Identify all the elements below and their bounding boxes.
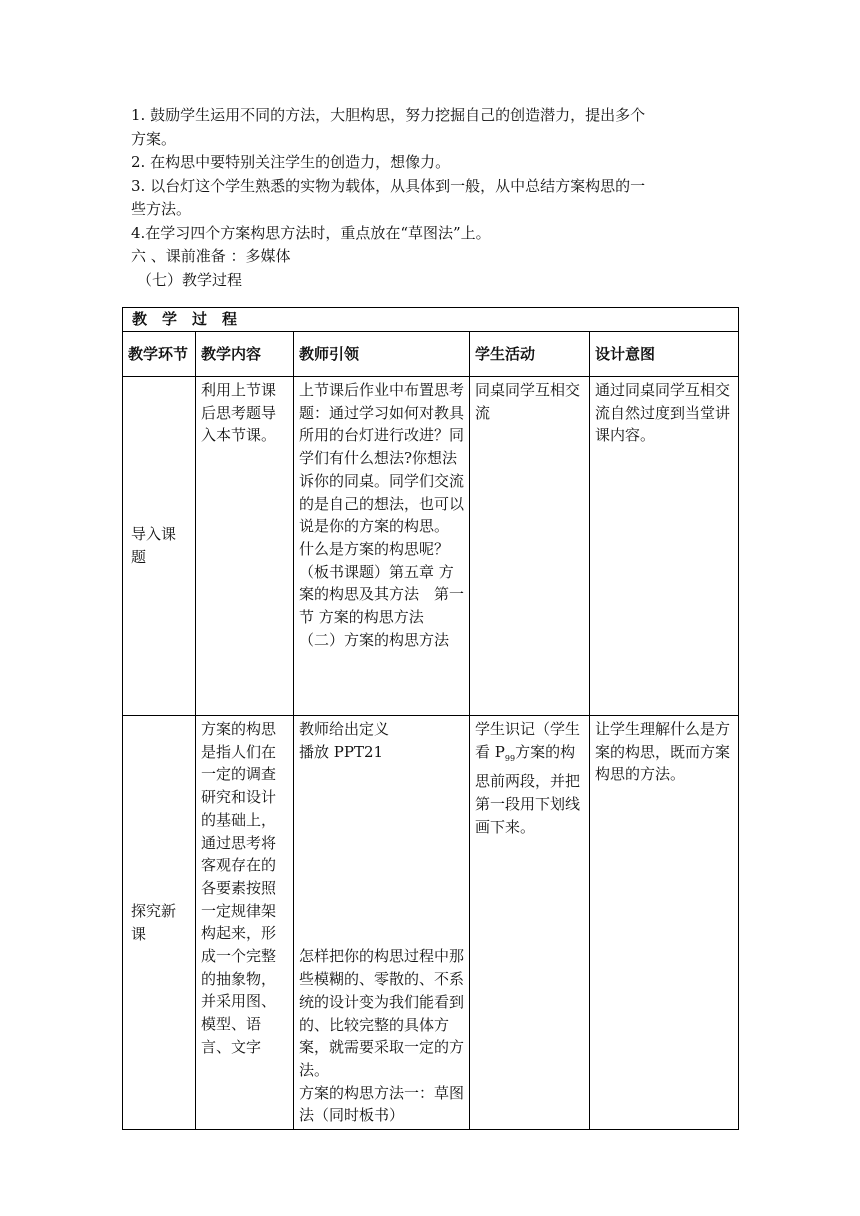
- intent-cell: 让学生理解什么是方案的构思，既而方案构思的方法。: [590, 716, 739, 1130]
- spacer: [299, 763, 464, 945]
- teacher-paragraph: 播放 PPT21: [299, 742, 384, 761]
- table-row: [123, 377, 739, 716]
- intro-line-5: 些方法。: [131, 200, 192, 218]
- teacher-paragraph: 什么是方案的构思呢？（板书课题）第五章 方案的构思及其方法 第一节 方案的构思方法 （二）方案的构思方法: [299, 539, 465, 649]
- stage-cell: 探究新课: [123, 716, 196, 1130]
- student-text-start: 学生识记（学生看 P: [475, 720, 581, 761]
- student-cell: 同桌同学互相交流: [470, 377, 590, 716]
- teacher-paragraph: 方案的构思方法一：草图法（同时板书）: [299, 1083, 465, 1125]
- intro-line-1: 1. 鼓励学生运用不同的方法，大胆构思，努力挖掘自己的创造潜力，提出多个: [131, 106, 646, 124]
- stage-cell: 导入课题: [123, 377, 196, 716]
- teaching-process-table: [122, 307, 739, 1130]
- teacher-paragraph: 教师给出定义: [299, 720, 390, 738]
- header-student: 学生活动: [470, 332, 590, 377]
- teacher-cell: [294, 716, 470, 1130]
- intro-line-7: 六 、课前准备 ：多媒体: [131, 247, 291, 265]
- header-content: 教学内容: [196, 332, 294, 377]
- teacher-paragraph: 上节课后作业中布置思考题：通过学习如何对教具所用的台灯进行改进？同学们有什么想法?你想法诉你的同桌。同学们交流的是自己的想法，也可以说是你的方案的构思。: [299, 381, 465, 536]
- intent-cell: 通过同桌同学互相交流自然过度到当堂讲课内容。: [590, 377, 739, 716]
- intro-line-3: 2. 在构思中要特别关注学生的创造力，想像力。: [131, 153, 451, 171]
- table-title-row: [123, 308, 739, 332]
- student-text-end: 方案的构思前两段，并把第一段用下划线画下来。: [475, 742, 581, 836]
- intro-line-4: 3. 以台灯这个学生熟悉的实物为载体，从具体到一般，从中总结方案构思的一: [131, 176, 646, 195]
- teacher-paragraph: 怎样把你的构思过程中那些模糊的、零散的、不系统的设计变为我们能看到的、比较完整的具体方案，就需要采取一定的方法。: [299, 947, 465, 1079]
- table-header-row: [123, 332, 739, 377]
- table-row: [123, 716, 739, 1130]
- header-teacher: 教师引领: [294, 332, 470, 377]
- intro-text: [131, 104, 737, 292]
- header-intent: 设计意图: [590, 332, 739, 377]
- intro-line-2: 方案。: [131, 129, 177, 148]
- page-subscript: 99: [504, 753, 516, 763]
- intro-line-6: 4.在学习四个方案构思方法时，重点放在“草图法”上。: [131, 223, 491, 242]
- intro-line-8: （七）教学过程: [137, 270, 243, 289]
- student-cell: [470, 716, 590, 1130]
- table-title: 教 学 过 程: [123, 308, 739, 332]
- content-cell: 方案的构思是指人们在一定的调查研究和设计的基础上，通过思考将客观存在的各要素按照一定规律架构起来，形成一个完整的抽象物，并采用图、模型、语言、文字: [196, 716, 294, 1130]
- teacher-cell: [294, 377, 470, 716]
- content-cell: 利用上节课后思考题导入本节课。: [196, 377, 294, 716]
- header-stage: 教学环节: [123, 332, 196, 377]
